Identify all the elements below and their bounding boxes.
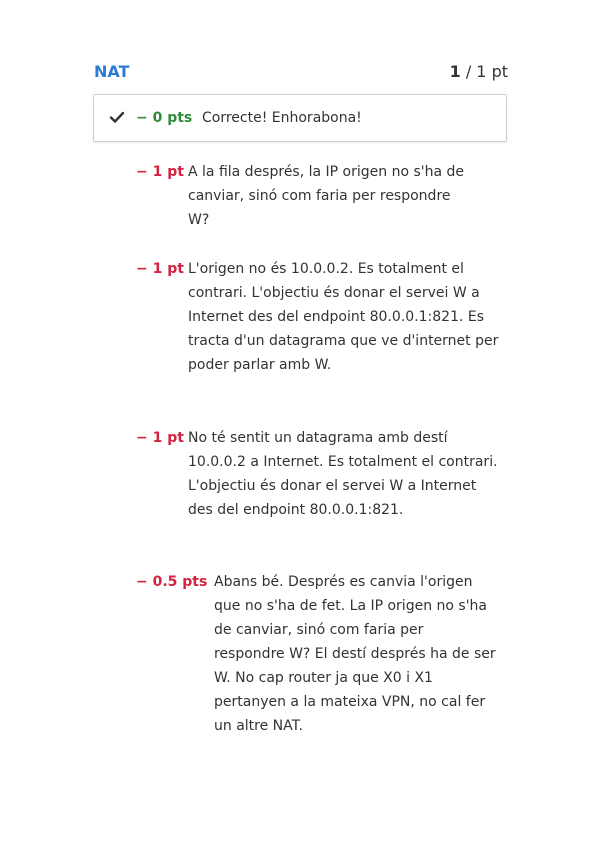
rubric-item xyxy=(136,570,516,738)
rubric-points: − 0.5 pts xyxy=(136,574,208,590)
rubric-item xyxy=(136,160,466,232)
rubric-text: Abans bé. Després es canvia l'origen que no s'ha de fet. La IP origen no s'ha de canviar, sinó com faria per respondre W? El destí després ha de ser W. No cap router ja que X0 i X1 pertanyen a la mateixa VPN, no cal fer un altre NAT. xyxy=(214,574,496,734)
question-score xyxy=(450,60,508,84)
applied-points: − 0 pts xyxy=(136,110,193,126)
rubric-text: L'origen no és 10.0.0.2. Es totalment el contrari. L'objectiu és donar el servei W a Internet des del endpoint 80.0.0.1:821. Es tracta d'un datagrama que ve d'internet per poder parlar amb W. xyxy=(188,261,499,373)
applied-rubric-item xyxy=(93,94,507,142)
question-header xyxy=(94,60,508,84)
rubric-item xyxy=(136,257,516,377)
rubric-text: No té sentit un datagrama amb destí 10.0.0.2 a Internet. Es totalment el contrari. L'objectiu és donar el servei W a Internet des del endpoint 80.0.0.1:821. xyxy=(188,430,498,518)
check-icon xyxy=(109,109,125,125)
rubric-points: − 1 pt xyxy=(136,164,184,180)
score-earned: 1 xyxy=(449,62,461,81)
rubric-item xyxy=(136,426,516,522)
rubric-text: A la fila després, la IP origen no s'ha de canviar, sinó com faria per respondre W? xyxy=(188,164,465,228)
rubric-points: − 1 pt xyxy=(136,261,184,277)
score-total: / 1 pt xyxy=(460,62,508,81)
question-title: NAT xyxy=(94,62,130,81)
rubric-points: − 1 pt xyxy=(136,430,184,446)
applied-text: Correcte! Enhorabona! xyxy=(202,110,362,126)
